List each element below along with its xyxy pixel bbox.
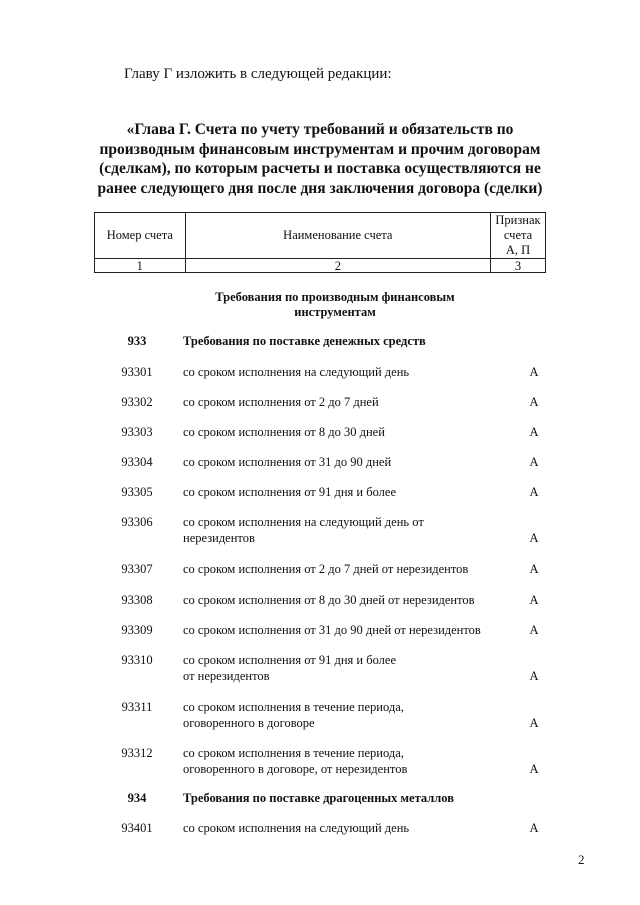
account-name-line: Требования по поставке драгоценных металлов bbox=[183, 791, 454, 805]
account-name bbox=[183, 592, 503, 608]
account-name-line: от нерезидентов bbox=[183, 669, 270, 683]
header-account-sign bbox=[491, 213, 546, 259]
account-name bbox=[183, 394, 503, 410]
account-name-line: со сроком исполнения на следующий день от bbox=[183, 515, 424, 529]
account-name-line: оговоренного в договоре, от нерезидентов bbox=[183, 762, 408, 776]
intro-text: Главу Г изложить в следующей редакции: bbox=[124, 66, 392, 82]
account-name-line: со сроком исполнения на следующий день bbox=[183, 365, 410, 379]
account-sign: А bbox=[529, 669, 539, 683]
account-number: 93308 bbox=[121, 593, 153, 607]
header-col-number-3: 3 bbox=[491, 259, 546, 273]
account-name-line: со сроком исполнения на следующий день bbox=[183, 821, 410, 835]
header-account-sign-line2: А, П bbox=[505, 243, 531, 257]
account-name bbox=[183, 820, 503, 836]
account-name bbox=[183, 424, 503, 440]
page-number: 2 bbox=[578, 852, 585, 867]
account-name bbox=[183, 622, 503, 638]
account-name bbox=[183, 454, 503, 470]
header-col-number-2: 2 bbox=[185, 259, 490, 273]
header-numbering-row bbox=[95, 259, 546, 273]
account-name-line: со сроком исполнения в течение периода, bbox=[183, 746, 404, 760]
account-sign: А bbox=[529, 821, 539, 835]
account-number: 934 bbox=[127, 791, 147, 805]
section-heading-line: инструментам bbox=[294, 305, 376, 319]
account-name-line: Требования по поставке денежных средств bbox=[183, 334, 426, 348]
account-number: 93309 bbox=[121, 623, 153, 637]
account-number: 93301 bbox=[121, 365, 153, 379]
account-sign: А bbox=[529, 425, 539, 439]
account-name bbox=[183, 484, 503, 500]
account-sign: А bbox=[529, 395, 539, 409]
account-name-line: со сроком исполнения в течение периода, bbox=[183, 700, 404, 714]
account-name-line: оговоренного в договоре bbox=[183, 716, 315, 730]
account-name-line: нерезидентов bbox=[183, 531, 255, 545]
account-number: 93304 bbox=[121, 455, 153, 469]
chapter-title-line: «Глава Г. Счета по учету требований и обязательств по bbox=[126, 121, 514, 138]
header-col-number-1: 1 bbox=[95, 259, 186, 273]
chapter-title-line: производным финансовым инструментам и прочим договорам bbox=[99, 140, 541, 158]
account-number: 93307 bbox=[121, 562, 153, 576]
account-number: 93310 bbox=[121, 653, 153, 667]
account-number: 93401 bbox=[121, 821, 153, 835]
header-account-sign-line1: Признак счета bbox=[495, 213, 541, 242]
account-number: 93303 bbox=[121, 425, 153, 439]
account-name-line: со сроком исполнения от 8 до 30 дней bbox=[183, 425, 385, 439]
header-row bbox=[95, 213, 546, 259]
account-name-line: со сроком исполнения от 31 до 90 дней от нерезидентов bbox=[183, 623, 481, 637]
account-number: 93306 bbox=[121, 515, 153, 529]
account-sign: А bbox=[529, 562, 539, 576]
header-account-number: Номер счета bbox=[95, 213, 186, 259]
chapter-title-line: ранее следующего дня после дня заключения договора (сделки) bbox=[97, 179, 543, 197]
account-name-line: со сроком исполнения от 2 до 7 дней от нерезидентов bbox=[183, 562, 469, 576]
account-number: 93312 bbox=[121, 746, 153, 760]
account-sign: А bbox=[529, 485, 539, 499]
account-sign: А bbox=[529, 455, 539, 469]
account-name bbox=[183, 699, 503, 731]
account-sign: А bbox=[529, 623, 539, 637]
account-name bbox=[183, 364, 503, 380]
account-sign: А bbox=[529, 531, 539, 545]
account-sign: А bbox=[529, 593, 539, 607]
account-name bbox=[183, 561, 503, 577]
account-number: 93305 bbox=[121, 485, 153, 499]
account-name-line: со сроком исполнения от 8 до 30 дней от нерезидентов bbox=[183, 593, 475, 607]
account-name bbox=[183, 652, 503, 684]
account-name-line: со сроком исполнения от 2 до 7 дней bbox=[183, 395, 379, 409]
account-sign: А bbox=[529, 762, 539, 776]
account-sign: А bbox=[529, 365, 539, 379]
section-heading bbox=[180, 290, 490, 320]
header-table bbox=[94, 212, 546, 273]
account-name-line: со сроком исполнения от 91 дня и более bbox=[183, 485, 397, 499]
chapter-title-line: (сделкам), по которым расчеты и поставка осуществляются не bbox=[99, 160, 541, 177]
account-name-line: со сроком исполнения от 91 дня и более bbox=[183, 653, 397, 667]
account-name bbox=[183, 745, 503, 777]
account-number: 93302 bbox=[121, 395, 153, 409]
account-name bbox=[183, 790, 503, 806]
account-number: 93311 bbox=[121, 700, 153, 714]
account-number: 933 bbox=[127, 334, 147, 348]
account-name bbox=[183, 514, 503, 546]
account-sign: А bbox=[529, 716, 539, 730]
account-name bbox=[183, 333, 503, 349]
section-heading-line: Требования по производным финансовым bbox=[215, 290, 455, 304]
account-name-line: со сроком исполнения от 31 до 90 дней bbox=[183, 455, 392, 469]
header-account-name: Наименование счета bbox=[185, 213, 490, 259]
chapter-title bbox=[96, 120, 544, 198]
